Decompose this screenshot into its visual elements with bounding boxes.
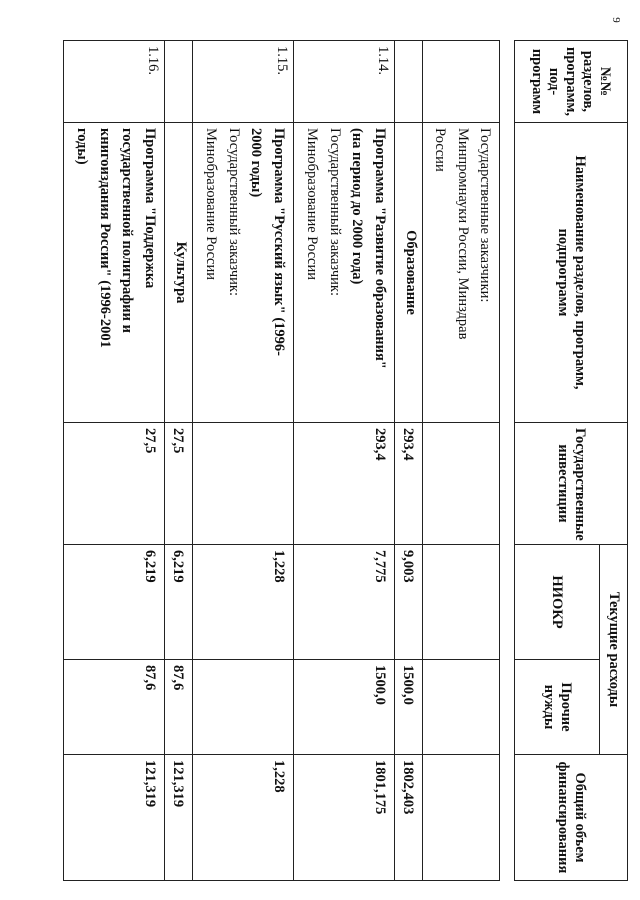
- row-1-15-num: 1.15.: [192, 41, 293, 123]
- culture-niokr: 6,219: [164, 545, 192, 660]
- row-1-14-gov: 293,4: [293, 423, 394, 545]
- culture-other: 87,6: [164, 660, 192, 755]
- row-1-15-niokr: 1,228: [192, 545, 293, 660]
- education-niokr: 9,003: [394, 545, 422, 660]
- customers-line1: Государственные заказчики:: [477, 128, 493, 303]
- row-1-16-title1: Программа "Поддержка: [141, 128, 158, 289]
- culture-total: 121,319: [164, 755, 192, 881]
- row-1-16-title2: государственной полиграфии и: [119, 128, 136, 333]
- table-row-customers: [422, 41, 499, 881]
- culture-gov: 27,5: [164, 423, 192, 545]
- education-total: 1802,403: [394, 755, 422, 881]
- row-1-15-title2: 2000 годы): [248, 128, 265, 198]
- row-1-16-other: 87,6: [64, 660, 165, 755]
- education-name: Образование: [394, 123, 422, 423]
- header-gov-investments: Государственные инвестиции: [515, 423, 628, 545]
- row-1-14-cust1: Государственный заказчик:: [326, 128, 343, 296]
- financing-table-sheet: [63, 40, 628, 880]
- row-1-16-title3: книгоиздания России" (1996-2001: [96, 128, 113, 348]
- row-1-16-gov: 27,5: [64, 423, 165, 545]
- row-1-15-title1: Программа "Русский язык" (1996-: [270, 128, 287, 356]
- row-1-14-other: 1500,0: [293, 660, 394, 755]
- row-1-14-cust2: Минобразование России: [304, 128, 321, 280]
- header-num: №№ разделов, программ, под-программ: [515, 41, 628, 123]
- customers-line3: России: [432, 128, 449, 172]
- row-1-15-cust1: Государственный заказчик:: [225, 128, 242, 296]
- culture-name: Культура: [164, 123, 192, 423]
- row-1-14-title2: (на период до 2000 года): [349, 128, 366, 285]
- table-row-education: [394, 41, 422, 881]
- table-row-culture: [164, 41, 192, 881]
- row-1-16-total: 121,319: [64, 755, 165, 881]
- page-number: 9: [609, 17, 622, 23]
- customers-line2: Минпромнауки России, Минздрав: [454, 128, 471, 340]
- header-total-financing: Общий объем финансирования: [515, 755, 628, 881]
- row-1-16-num: 1.16.: [64, 41, 165, 123]
- header-name: Наименование разделов, программ, подпрограмм: [515, 123, 628, 423]
- header-row-top: [600, 41, 628, 881]
- education-other: 1500,0: [394, 660, 422, 755]
- row-1-16-niokr: 6,219: [64, 545, 165, 660]
- row-1-15-cust2: Минобразование России: [203, 128, 220, 280]
- education-gov: 293,4: [394, 423, 422, 545]
- row-1-14-title1: Программа "Развитие образования": [371, 128, 388, 369]
- financing-table: [63, 40, 628, 881]
- table-row-1-14: [293, 41, 394, 881]
- header-other-needs: Прочие нужды: [515, 660, 600, 755]
- header-current-expenses: Текущие расходы: [600, 545, 628, 755]
- row-1-14-num: 1.14.: [293, 41, 394, 123]
- spacer-row: [500, 41, 515, 881]
- table-row-1-16: [64, 41, 165, 881]
- row-1-14-niokr: 7,775: [293, 545, 394, 660]
- row-1-14-total: 1801,175: [293, 755, 394, 881]
- row-1-15-total: 1,228: [192, 755, 293, 881]
- header-niokr: НИОКР: [515, 545, 600, 660]
- table-row-1-15: [192, 41, 293, 881]
- row-1-16-title4: годы): [74, 128, 91, 165]
